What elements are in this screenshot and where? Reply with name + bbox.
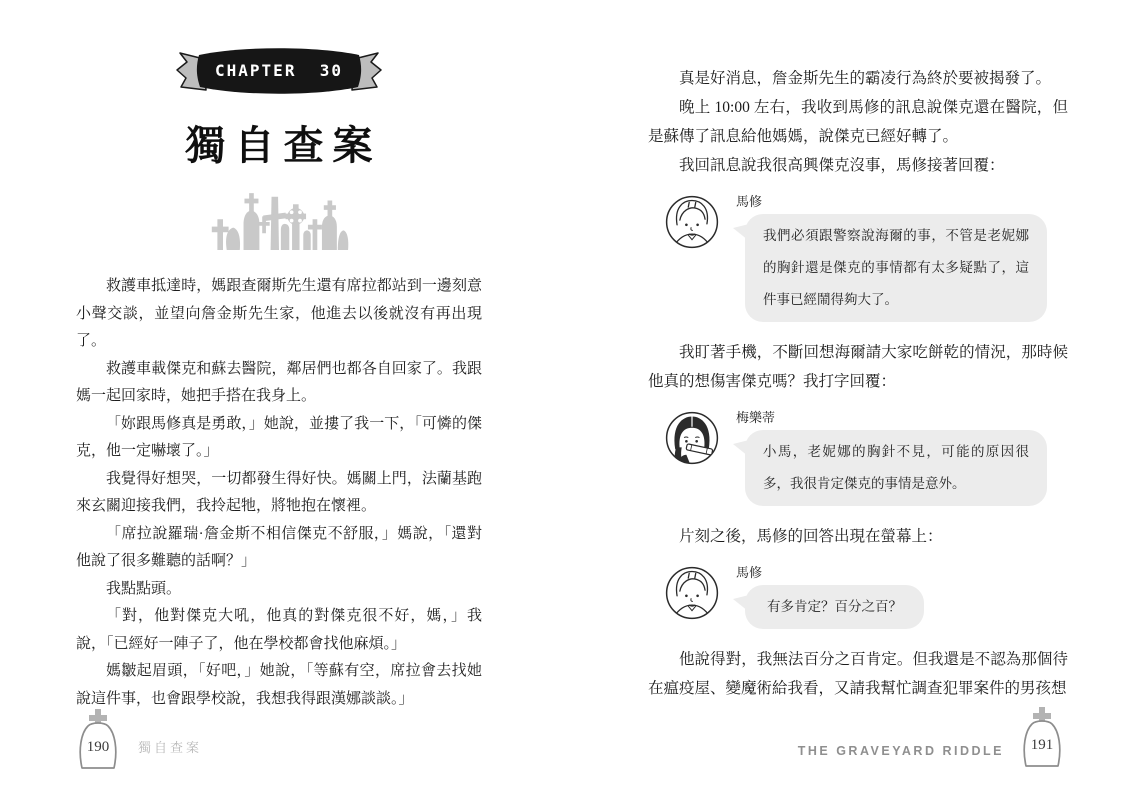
paragraph: 「席拉說羅瑞·詹金斯不相信傑克不舒服，」媽說，「還對他說了很多難聽的話啊？」 bbox=[76, 525, 482, 569]
page-number: 191 bbox=[1030, 737, 1054, 753]
left-page bbox=[76, 40, 482, 713]
page-number: 190 bbox=[86, 739, 110, 755]
right-page-footer bbox=[798, 704, 1066, 768]
tombstone-icon bbox=[74, 706, 122, 770]
paragraph: 我點點頭。 bbox=[106, 580, 182, 597]
graveyard-illustration-icon bbox=[209, 191, 349, 253]
tombstone-page-icon bbox=[1018, 704, 1066, 768]
chat-sender-name: 梅樂蒂 bbox=[736, 410, 776, 425]
paragraph: 「妳跟馬修真是勇敢，」她說，並摟了我一下，「可憐的傑克，他一定嚇壞了。」 bbox=[76, 415, 482, 459]
chat-message-matthew-1 bbox=[648, 192, 1068, 322]
chat-message-melody bbox=[648, 408, 1068, 506]
paragraph: 真是好消息，詹金斯先生的霸凌行為終於要被揭發了。 bbox=[679, 70, 1052, 87]
paragraph: 晚上 10:00 左右，我收到馬修的訊息說傑克還在醫院，但是蘇傳了訊息給他媽媽，說傑克已經好轉了。 bbox=[648, 99, 1068, 145]
chapter-title: 獨自查案 bbox=[185, 124, 382, 168]
boy-avatar-icon bbox=[664, 565, 720, 621]
paragraph: 我回訊息說我很高興傑克沒事，馬修接著回覆： bbox=[679, 157, 1005, 174]
paragraph: 救護車抵達時，媽跟查爾斯先生還有席拉都站到一邊刻意小聲交談，並望向詹金斯先生家，他進去以後就沒有再出現了。 bbox=[76, 278, 482, 349]
paragraph: 「對，他對傑克大吼，他真的對傑克很不好，媽，」我說，「已經好一陣子了，他在學校都會找他麻煩。」 bbox=[76, 608, 482, 652]
paragraph: 他說得對，我無法百分之百肯定。但我還是不認為那個待在瘟疫屋、變魔術給我看，又請我幫忙調查犯罪案件的男孩想 bbox=[648, 651, 1068, 697]
girl-avatar-icon bbox=[664, 410, 720, 466]
paragraph: 我盯著手機，不斷回想海爾請大家吃餅乾的情況，那時候他真的想傷害傑克嗎？我打字回覆： bbox=[648, 344, 1068, 390]
left-page-body bbox=[76, 273, 482, 713]
paragraph: 我覺得好想哭，一切都發生得好快。媽關上門，法蘭基跑來玄關迎接我們，我拎起牠，將牠抱在懷裡。 bbox=[76, 470, 482, 514]
chat-message-matthew-2 bbox=[648, 563, 1068, 629]
tombstone-icon bbox=[1018, 704, 1066, 768]
right-page bbox=[648, 64, 1068, 703]
running-title: 獨自查案 bbox=[138, 739, 203, 755]
chapter-ribbon-banner bbox=[173, 40, 385, 100]
paragraph: 媽皺起眉頭，「好吧，」她說，「等蘇有空，席拉會去找她說這件事，也會跟學校說，我想我得跟漢娜談談。」 bbox=[76, 663, 482, 707]
book-title: THE GRAVEYARD RIDDLE bbox=[797, 744, 1004, 758]
chat-sender-name: 馬修 bbox=[736, 565, 763, 580]
chat-bubble: 小馬，老妮娜的胸針不見，可能的原因很多，我很肯定傑克的事情是意外。 bbox=[745, 430, 1047, 506]
paragraph: 救護車載傑克和蘇去醫院，鄰居們也都各自回家了。我跟媽一起回家時，她把手搭在我身上。 bbox=[76, 360, 482, 404]
boy-avatar-icon bbox=[664, 194, 720, 250]
chat-sender-name: 馬修 bbox=[736, 194, 763, 209]
paragraph: 片刻之後，馬修的回答出現在螢幕上： bbox=[679, 528, 943, 545]
tombstone-page-icon bbox=[74, 706, 122, 770]
chat-bubble: 我們必須跟警察說海爾的事，不管是老妮娜的胸針還是傑克的事情都有太多疑點了，這件事已經鬧得夠大了。 bbox=[745, 214, 1047, 322]
left-page-footer bbox=[74, 706, 202, 770]
chapter-banner-label: CHAPTER 30 bbox=[215, 61, 343, 80]
chat-bubble: 有多肯定？百分之百？ bbox=[745, 585, 924, 629]
